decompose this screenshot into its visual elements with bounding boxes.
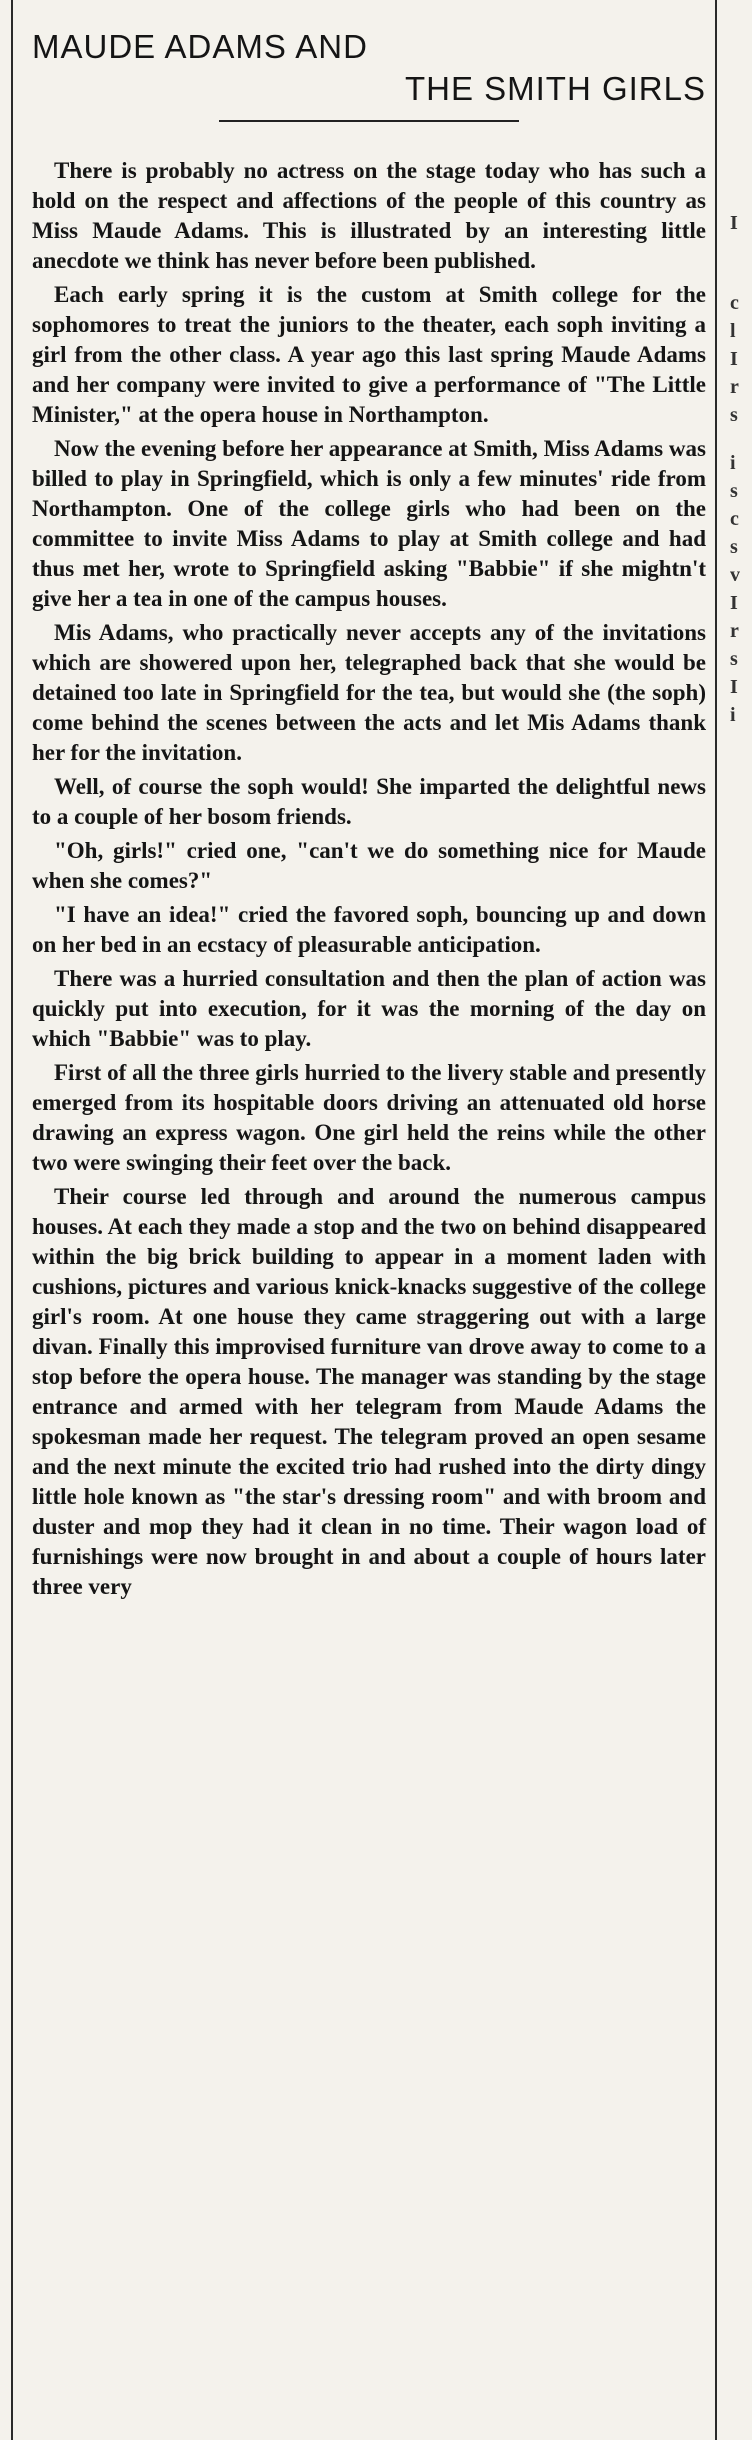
margin-fragment: I [730, 676, 738, 698]
headline-line-2: THE SMITH GIRLS [404, 70, 706, 107]
margin-fragment: I [730, 348, 738, 370]
margin-fragment: I [730, 592, 738, 614]
article-body [32, 156, 706, 1602]
margin-fragment: l [730, 320, 736, 342]
paragraph: There was a hurried consultation and then the plan of action was quickly put into execution, for it was the morning of the day on which "Babbie" was to play. [32, 966, 706, 1051]
column-rule-left [11, 0, 13, 2440]
margin-fragment: c [730, 292, 739, 314]
paragraph: There is probably no actress on the stage today who has such a hold on the respect and affections of the people of this country as Miss Maude Adams. This is illustrated by an interesting little anecdote we think has never before been published. [32, 158, 706, 273]
margin-fragment: i [730, 452, 736, 474]
headline-rule [219, 120, 519, 122]
article-column [32, 22, 706, 1606]
paragraph: Each early spring it is the custom at Smith college for the sophomores to treat the juniors to the theater, each soph inviting a girl from the other class. A year ago this last spring Maude Adams and her company were invited to give a performance of "The Little Minister," at the opera house in Northampton. [32, 282, 706, 427]
margin-fragment: r [730, 620, 739, 642]
headline-line-1: MAUDE ADAMS AND [32, 28, 368, 65]
margin-fragment: s [730, 536, 738, 558]
margin-fragment: i [730, 704, 736, 726]
paragraph: Mis Adams, who practically never accepts any of the invitations which are showered upon her, telegraphed back that she would be detained too late in Springfield for the tea, but would she (the soph) come behind the scenes between the acts and let Mis Adams thank her for the invitation. [32, 620, 706, 765]
paragraph: Their course led through and around the numerous campus houses. At each they made a stop and the two on behind disappeared within the big brick building to appear in a moment laden with cushions, pictures and various knick-knacks suggestive of the college girl's room. At one house they came straggering out with a large divan. Finally this improvised furniture van drove away to come to a stop before the opera house. The manager was standing by the stage entrance and armed with her telegram from Maude Adams the spokesman made her request. The telegram proved an open sesame and the next minute the excited trio had rushed into the dirty dingy little hole known as "the star's dressing room" and with broom and duster and mop they had it clean in no time. Their wagon load of furnishings were now brought in and about a couple of hours later three very [32, 1184, 706, 1599]
paragraph: First of all the three girls hurried to the livery stable and presently emerged from its hospitable doors driving an attenuated old horse drawing an express wagon. One girl held the reins while the other two were swinging their feet over the back. [32, 1060, 706, 1175]
margin-fragment: c [730, 508, 739, 530]
margin-fragment: I [730, 212, 738, 234]
paragraph: Well, of course the soph would! She imparted the delightful news to a couple of her bosom friends. [32, 774, 706, 829]
margin-fragment: v [730, 564, 740, 586]
margin-fragment: s [730, 404, 738, 426]
paragraph: Now the evening before her appearance at Smith, Miss Adams was billed to play in Springfield, which is only a few minutes' ride from Northampton. One of the college girls who had been on the committee to invite Miss Adams to play at Smith college and had thus met her, wrote to Springfield asking "Babbie" if she mightn't give her a tea in one of the campus houses. [32, 436, 706, 611]
margin-fragment: s [730, 480, 738, 502]
column-rule-right [715, 0, 717, 2440]
margin-fragment: r [730, 376, 739, 398]
margin-fragment: s [730, 648, 738, 670]
paragraph: "I have an idea!" cried the favored soph, bouncing up and down on her bed in an ecstacy of pleasurable anticipation. [32, 902, 706, 957]
paragraph: "Oh, girls!" cried one, "can't we do something nice for Maude when she comes?" [32, 838, 706, 893]
